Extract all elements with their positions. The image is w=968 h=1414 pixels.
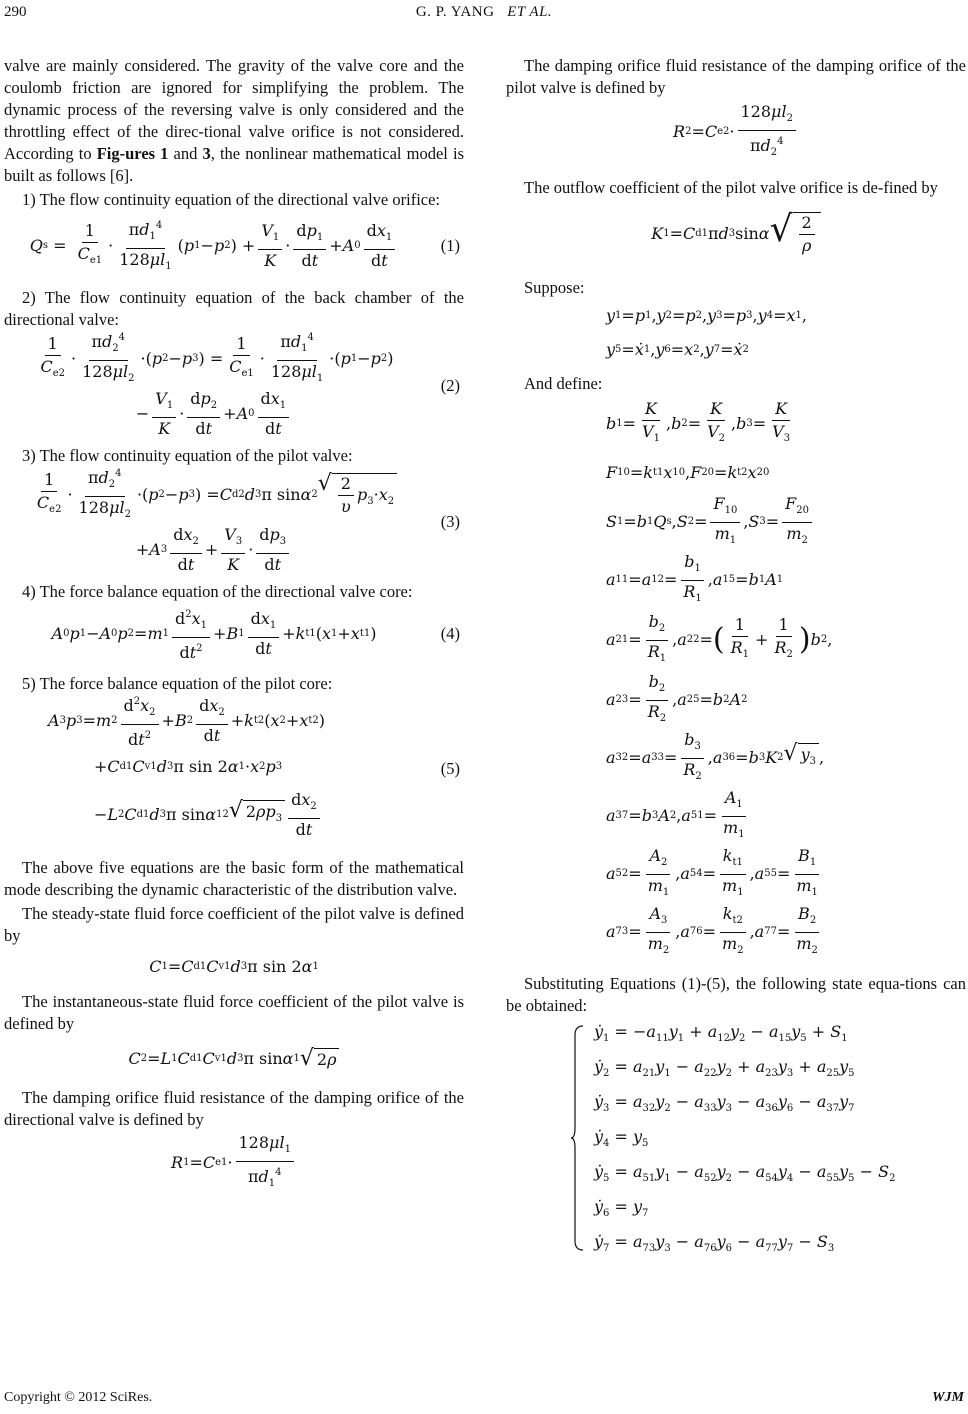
paragraph-damping-pilot: The damping orifice fluid resistance of the damping orifice of the pilot valve is defined by xyxy=(506,56,966,97)
copyright: Copyright © 2012 SciRes. xyxy=(4,1390,153,1405)
equation-5: A 3 p 3 = m 2 $\frac{d^2x_2}{dt^2}$ + B 2 $\frac{dx_2}{dt}$ + k t2 ( x 2 + x t2 ) + C d1 C v1 d 3 π sin 2 α 1 · x 2 p 3 − L 2 C d1 d 3 π sin α 12 √ $2\rho p_3$ $\frac{dx_2}{dt}$ (5) xyxy=(4,695,464,843)
paragraph-summary: The above five equations are the basic form of the mathematical mode describing the dynamic characteristic of the distribution valve. xyxy=(4,858,464,899)
equation-r1: R 1 = C e1 · $\frac{128\mu l_1}{\pi d_1^4}$ xyxy=(4,1131,464,1195)
paragraph-item-5: 5) The force balance equation of the pilot core: xyxy=(22,674,333,693)
equation-number-3: (3) xyxy=(440,512,460,531)
figure-ref-1: Fig-ures 1 xyxy=(96,144,169,163)
running-title-etal: ET AL. xyxy=(507,4,553,20)
figure-ref-3: 3 xyxy=(202,144,211,163)
equation-c1: C 1 = C d1 C v1 d 3 π sin 2 α 1 xyxy=(149,957,319,976)
equation-number-5: (5) xyxy=(440,759,460,778)
equation-r2: R 2 = C e2 · $\frac{128\mu l_2}{\pi d_2^4}$ xyxy=(506,99,966,165)
equation-2: $\frac{1}{C_{e2}}$ · $\frac{\pi d_2^4}{128\mu l_2}$ ·( p 2 − p 3 ) = $\frac{1}{C_{e1}}$ · $\frac{\pi d_1^4}{128\mu l_1}$ ·( p 1 − p 2 ) − $\frac{V_1}{K}$ · $\frac{dp_2}{dt}$ + A 0 $\frac{dx_1}{dt}$ (2) xyxy=(4,331,464,441)
equation-state-system: ẏ$_1$ = $-a_{11}y_1 + a_{12}y_2 - a_{15}y_5 + S_1$ ẏ$_2$ = $a_{21}y_1 - a_{22}y_2 + a_{23}y_3 + a_{25}y_5$ ẏ$_3$ = $a_{32}y_2 - a_{33}y_3 - a_{36}y_6 - a_{37}y_7$ ẏ$_4$ = $y_5$ ẏ$_5$ = $a_{51}y_1 - a_{52}y_2 - a_{54}y_4 - a_{55}y_5 - S_2$ ẏ$_6$ = $y_7$ ẏ$_7$ = $a_{73}y_3 - a_{76}y_6 - a_{77}y_7 - S_3$ xyxy=(506,1021,966,1257)
paragraph-item-1: 1) The flow continuity equation of the directional valve orifice: xyxy=(22,190,441,209)
intro-text-a: valve are mainly considered. The gravity of the valve core and the coulomb friction are ignored for simplifying the problem. The dynamic process of the reversing valve is only considered and the throttling effect of the direc-tional valve orifice is not considered. According to xyxy=(4,56,464,163)
running-title xyxy=(0,4,968,21)
running-title-authors: G. P. YANG xyxy=(415,4,495,20)
page-number: 290 xyxy=(4,4,27,20)
equation-number-4: (4) xyxy=(440,624,460,643)
paragraph-suppose: Suppose: xyxy=(524,278,585,297)
paragraph-item-4: 4) The force balance equation of the directional valve core: xyxy=(22,582,413,601)
paragraph-substituting: Substituting Equations (1)-(5), the following state equa-tions can be obtained: xyxy=(506,974,966,1015)
intro-text-b: , the nonlinear mathematical model is built as follows [6]. xyxy=(4,144,464,185)
paragraph-intro xyxy=(4,55,464,187)
page-header xyxy=(0,4,968,26)
intro-and: and xyxy=(168,144,203,163)
equation-k1: K 1 = C d1 π d 3 sin α √ $\frac{2}{\rho}$ xyxy=(506,199,966,269)
paragraph-item-3: 3) The flow continuity equation of the pilot valve: xyxy=(22,446,353,465)
equation-number-2: (2) xyxy=(440,376,460,395)
paragraph-damping-directional: The damping orifice fluid resistance of the damping orifice of the directional valve is defined by xyxy=(4,1088,464,1129)
journal-abbrev: WJM xyxy=(932,1390,964,1405)
equation-suppose: y 1 = p 1 , y 2 = p 2 , y 3 = p 3 , y 4 = x 1 , y 5 = ẋ 1 , y 6 = x 2 , y 7 = ẋ 2 xyxy=(606,306,807,359)
equation-c2: C 2 = L 1 C d1 C v1 d 3 π sin α 1 √ 2ρ xyxy=(4,1035,464,1083)
paragraph-define: And define: xyxy=(524,374,603,393)
equation-definitions: b 1 = $\frac{K}{V_1}$ , b 2 = $\frac{K}{V_2}$ , b 3 = $\frac{K}{V_3}$ F 10 = k t1 x 10 , F 20 = k t2 x 20 S 1 = b 1 Q s , S 2 = $\frac{F_{10}}{m_1}$ , S 3 = $\frac{F_{20}}{m_2}$ a 11 = a 12 = $\frac{b_1}{R_1}$ , a 15 = b 1 A 1 a 21 = $\frac{b_2}{R_1}$ , a 22 = ( $\frac{1}{R_1}$ + $\frac{1}{R_2}$ ) b 2 , a 23 = $\frac{b_2}{R_2}$ , a 25 = b 2 A 2 a 32 = a 33 = $\frac{b_3}{R_2}$ , a 36 = b 3 K 2 √ $y_3$ , a 37 = b 3 A 2 , a 51 = $\frac{A_1}{m_1}$ a 52 = $\frac{A_2}{m_1}$ , a 54 = $\frac{k_{t1}}{m_1}$ , a 55 = $\frac{B_1}{m_1}$ a 73 = $\frac{A_3}{m_2}$ , a 76 = $\frac{k_{t2}}{m_2}$ , a 77 = $\frac{B_2}{m_2}$ xyxy=(606,399,833,956)
right-column xyxy=(506,55,966,1257)
paragraph-instantaneous: The instantaneous-state fluid force coefficient of the pilot valve is defined by xyxy=(4,992,464,1033)
paragraph-steady-state: The steady-state fluid force coefficient of the pilot valve is defined by xyxy=(4,904,464,945)
left-brace xyxy=(570,1025,584,1251)
paragraph-outflow: The outflow coefficient of the pilot valve orifice is de-fined by xyxy=(524,178,938,197)
equation-number-1: (1) xyxy=(440,236,460,255)
equation-3: $\frac{1}{C_{e2}}$ · $\frac{\pi d_2^4}{128\mu l_2}$ ·( p 2 − p 3 ) = C d2 d 3 π sin α 2 √ $\frac{2}{\upsilon}$ $p_3\cdot x_2$ + A 3 $\frac{dx_2}{dt}$ + $\frac{V_3}{K}$ · $\frac{dp_3}{dt}$ (3) xyxy=(4,467,464,577)
left-column xyxy=(4,55,464,1195)
equation-4: A 0 p 1 − A 0 p 2 = m 1 $\frac{d^2x_1}{dt^2}$ + B 1 $\frac{dx_1}{dt}$ + k t1 ( x 1 + x t1 ) (4) xyxy=(4,603,464,665)
equation-1: Q s = $\frac{1}{C_{e1}}$ · $\frac{\pi d_1^4}{128\mu l_1}$ ( p 1 − p 2 ) + $\frac{V_1}{K}$ · $\frac{dp_1}{dt}$ + A 0 $\frac{dx_1}{dt}$ (1) xyxy=(4,211,464,281)
paragraph-item-2: 2) The flow continuity equation of the back chamber of the directional valve: xyxy=(4,288,464,329)
